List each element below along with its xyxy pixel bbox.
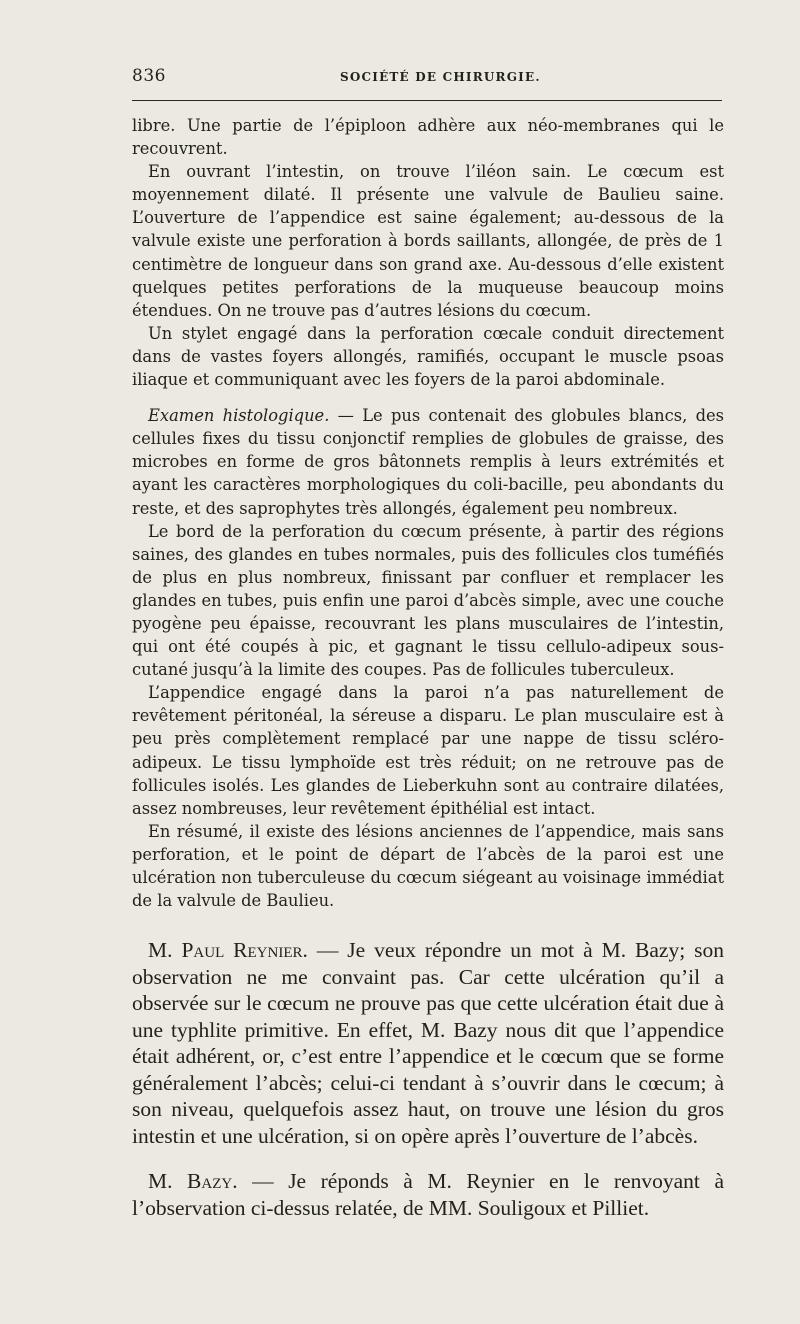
paragraph-summary: En résumé, il existe des lésions anciennes de l’appendice, mais sans perforation, et le point de départ de l’abcès de la paroi est une ulcération non tuberculeuse du cœcum siégeant au voisinage immédiat de la valvule de Baulieu. [132,821,724,911]
paragraph-perforation-edge: Le bord de la perforation du cœcum présente, à partir des régions saines, des glandes en tubes normales, puis des follicules clos tuméfiés de plus en plus nombreux, finissant par confluer et remplacer les glandes en tubes, puis enfin une paroi d’abcès simple, avec une couche pyogène peu épaisse, recouvrant les plans musculaires de l’intestin, qui ont été coupés à pic, et gagnant le tissu cellulo-adipeux sous-cutané jusqu’à la limite des coupes. Pas de follicules tuberculeux. [132,521,724,680]
discussion [132,937,724,1221]
histology-title: Examen histologique. [148,406,330,426]
header-rule [132,100,722,101]
page-header [132,66,724,90]
paragraph-continuation: libre. Une partie de l’épiploon adhère aux néo-membranes qui le recouvrent. [132,116,724,159]
paragraph-stylet: Un stylet engagé dans la perforation cœcale conduit directement dans de vastes foyers allongés, ramifiés, occupant le muscle psoas iliaque et communiquant avec les foyers de la paroi abdominale. [132,323,724,390]
speaker-name: M. Bazy. [148,1169,238,1194]
page-number: 836 [132,66,166,86]
discussion-reynier [132,937,724,1149]
paragraph-intestine: En ouvrant l’intestin, on trouve l’iléon sain. Le cœcum est moyennement dilaté. Il présente une valvule de Baulieu saine. L’ouverture de l’appendice est saine également; au-dessous de la valvule existe une perforation à bords saillants, allongée, de près de 1 centimètre de longueur dans son grand axe. Au-dessous d’elle existent quelques petites perforations de la muqueuse beaucoup moins étendues. On ne trouve pas d’autres lésions du cœcum. [132,162,724,320]
paragraph-histology [132,404,724,519]
paragraph-appendix: L’appendice engagé dans la paroi n’a pas naturellement de revêtement péritonéal, la séreuse a disparu. Le plan musculaire est à peu près complètement remplacé par une nappe de tissu scléro-adipeux. Le tissu lymphoïde est très réduit; on ne retrouve pas de follicules isolés. Les glandes de Lieberkuhn sont au contraire dilatées, assez nombreuses, leur revêtement épithélial est intact. [132,683,724,818]
speech-text: — Je veux répondre un mot à M. Bazy; son observation ne me convaint pas. Car cette ulcération qu’il a observée sur le cœcum ne prouve pas que cette ulcération était due à une typhlite primitive. En effet, M. Bazy nous dit que l’appendice était adhérent, or, c’est entre l’appendice et le cœcum que se forme généralement l’abcès; celui-ci tendant à s’ouvrir dans le cœcum; à son niveau, quelquefois assez haut, on trouve une lésion du gros intestin et une ulcération, si on opère après l’ouverture de l’abcès. [132,938,725,1148]
histology-text: — Le pus contenait des globules blancs, des cellules fixes du tissu conjonctif remplies de globules de graisse, des microbes en forme de gros bâtonnets remplis à leurs extrémités et ayant les caractères morphologiques du coli-bacille, peu abondants du reste, et des saprophytes très allongés, également peu nombreux. [132,406,724,518]
running-head: SOCIÉTÉ DE CHIRURGIE. [340,70,541,84]
speaker-name: M. Paul Reynier. [148,938,308,963]
discussion-bazy [132,1168,724,1221]
page-body [132,114,724,1221]
case-report [132,114,724,912]
speech-text: — Je réponds à M. Reynier en le renvoyant à l’observation ci-dessus relatée, de MM. Souligoux et Pilliet. [132,1169,724,1220]
